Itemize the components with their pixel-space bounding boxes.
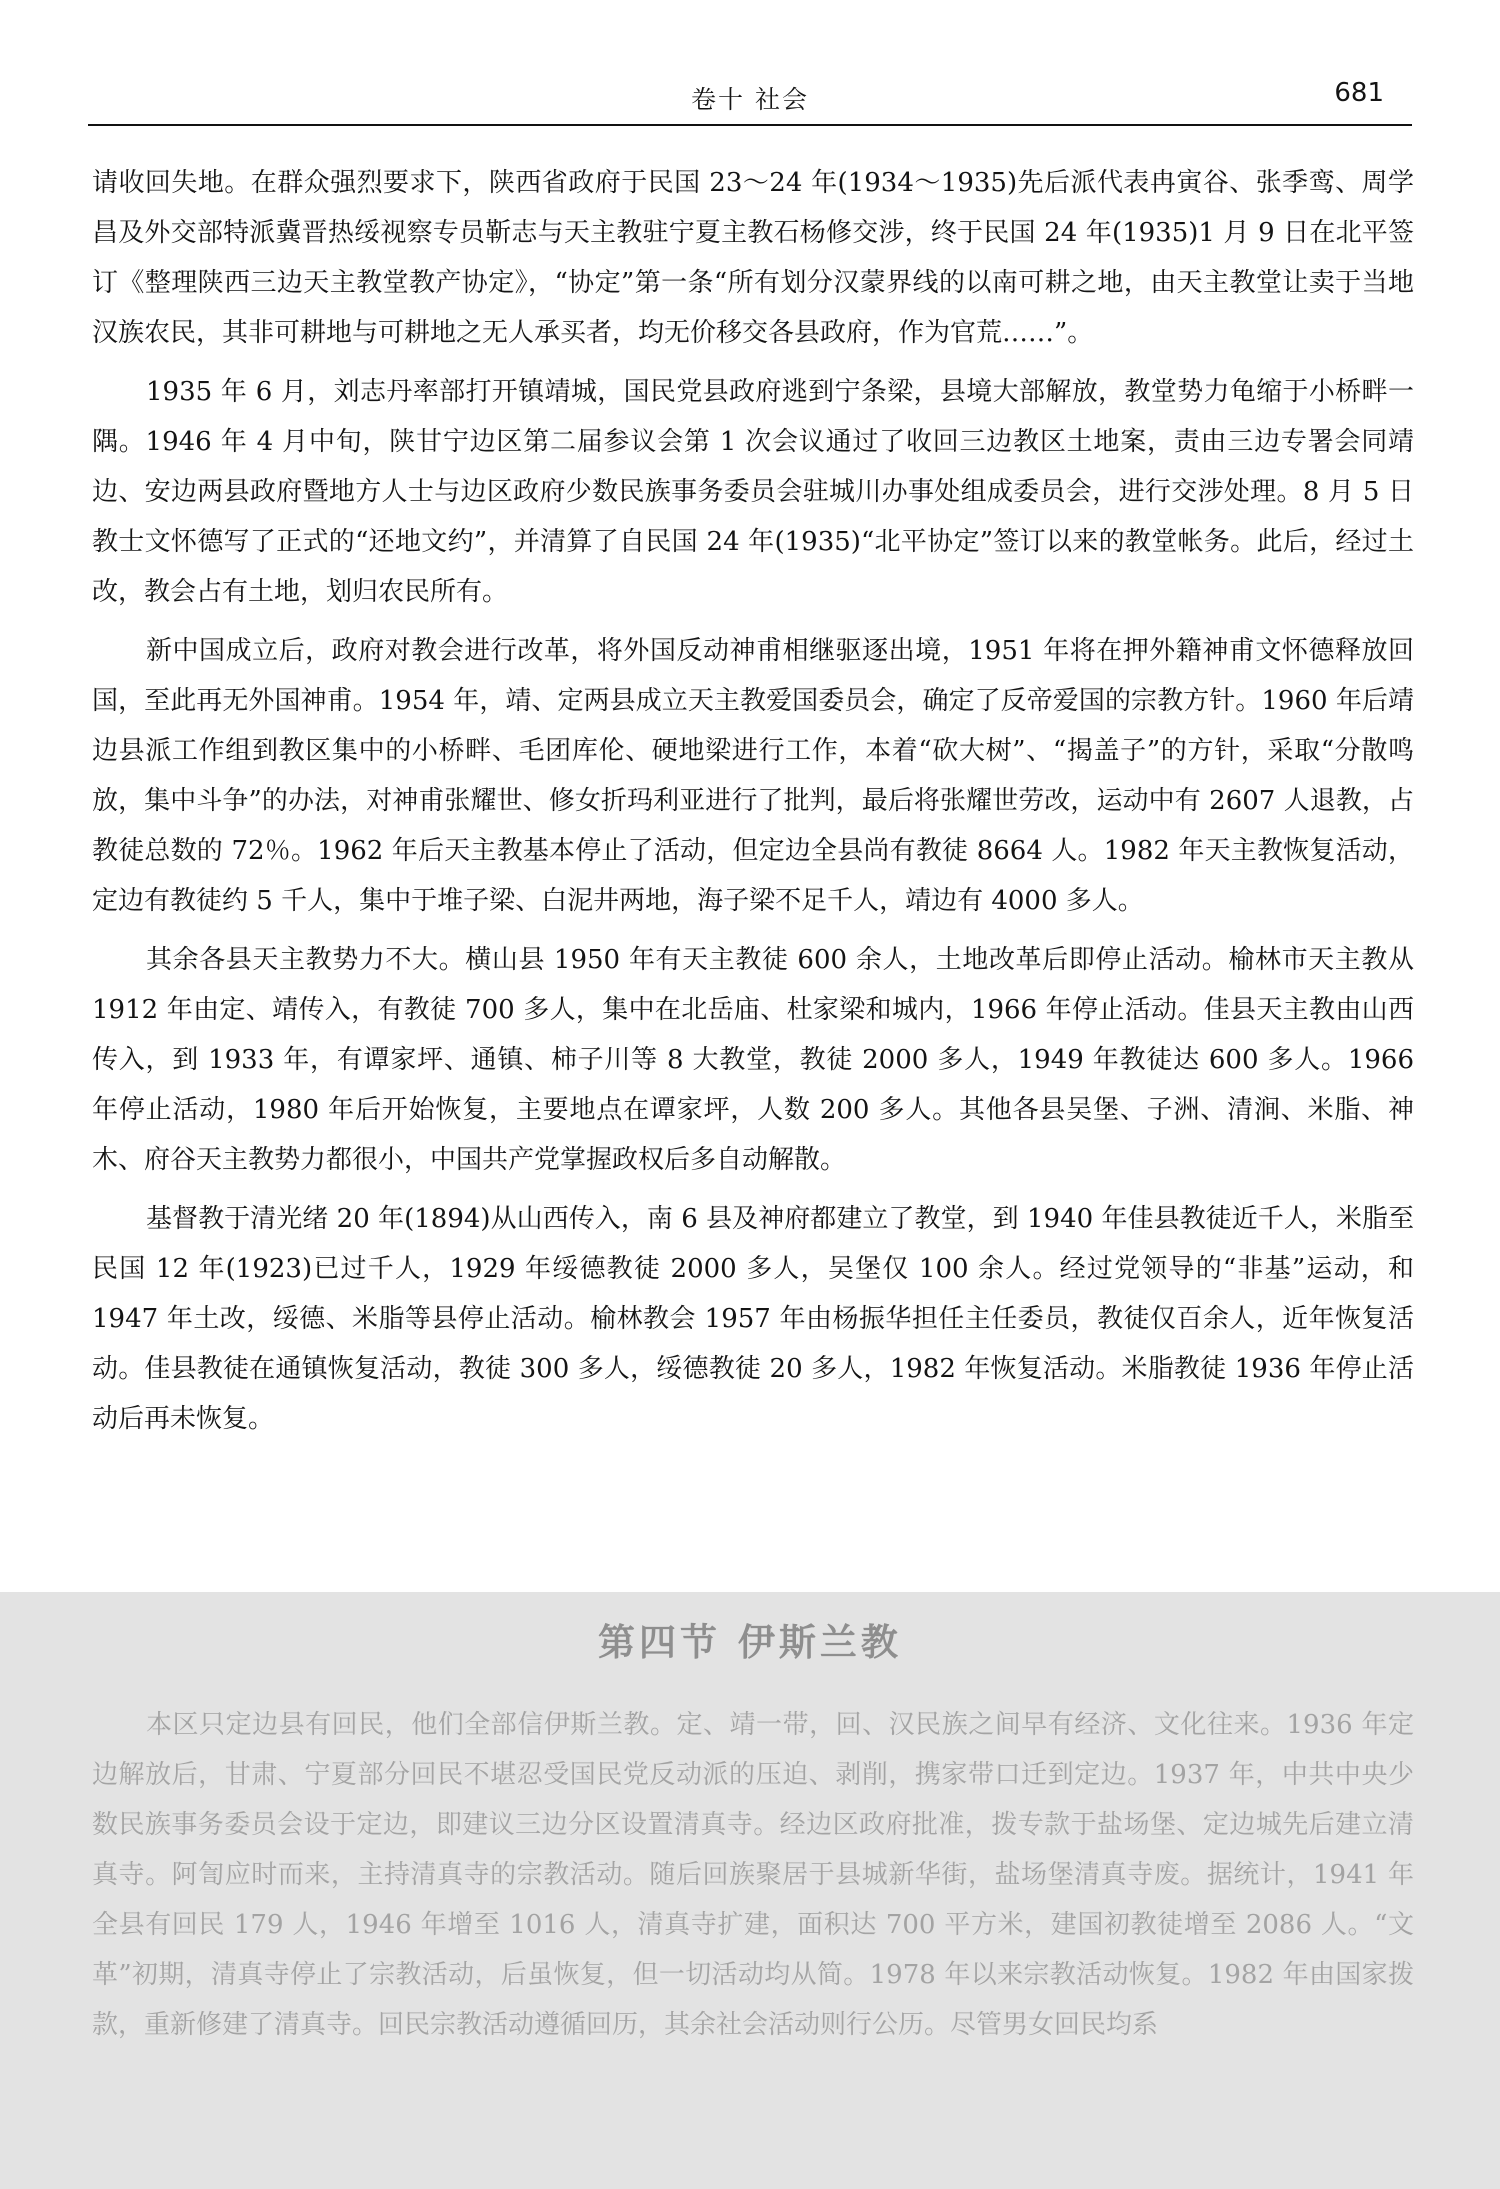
section-body: [92, 1700, 1414, 2059]
paragraph-continued: 请收回失地。在群众强烈要求下，陕西省政府于民国 23～24 年(1934～1935)先后派代表冉寅谷、张季鸾、周学昌及外交部特派冀晋热绥视察专员靳志与天主教驻宁夏主教石杨修交涉，终于民国 24 年(1935)1 月 9 日在北平签订《整理陕西三边天主教堂教产协定》，“协定”第一条“所有划分汉蒙界线的以南可耕之地，由天主教堂让卖于当地汉族农民，其非可耕地与可耕地之无人承买者，均无价移交各县政府，作为官荒……”。: [92, 168, 1414, 348]
body-text: [92, 158, 1414, 1453]
running-title: 卷十 社会: [691, 85, 809, 114]
section-islam: [0, 1592, 1500, 2189]
paragraph: 1935 年 6 月，刘志丹率部打开镇靖城，国民党县政府逃到宁条梁，县境大部解放，教堂势力龟缩于小桥畔一隅。1946 年 4 月中旬，陕甘宁边区第二届参议会第 1 次会议通过了收回三边教区土地案，责由三边专署会同靖边、安边两县政府暨地方人士与边区政府少数民族事务委员会驻城川办事处组成委员会，进行交涉处理。8 月 5 日教士文怀德写了正式的“还地文约”，并清算了自民国 24 年(1935)“北平协定”签订以来的教堂帐务。此后，经过土改，教会占有土地，划归农民所有。: [92, 377, 1414, 607]
header-rule: [88, 124, 1412, 126]
paragraph: 新中国成立后，政府对教会进行改革，将外国反动神甫相继驱逐出境，1951 年将在押外籍神甫文怀德释放回国，至此再无外国神甫。1954 年，靖、定两县成立天主教爱国委员会，确定了反帝爱国的宗教方针。1960 年后靖边县派工作组到教区集中的小桥畔、毛团库伦、硬地梁进行工作，本着“砍大树”、“揭盖子”的方针，采取“分散鸣放，集中斗争”的办法，对神甫张耀世、修女折玛利亚进行了批判，最后将张耀世劳改，运动中有 2607 人退教，占教徒总数的 72％。1962 年后天主教基本停止了活动，但定边全县尚有教徒 8664 人。1982 年天主教恢复活动，定边有教徒约 5 千人，集中于堆子梁、白泥井两地，海子梁不足千人，靖边有 4000 多人。: [92, 636, 1414, 916]
page-header: [88, 74, 1412, 122]
section-title: 第四节 伊斯兰教: [598, 1621, 902, 1664]
paragraph: 本区只定边县有回民，他们全部信伊斯兰教。定、靖一带，回、汉民族之间早有经济、文化往来。1936 年定边解放后，甘肃、宁夏部分回民不堪忍受国民党反动派的压迫、剥削，携家带口迁到定边。1937 年，中共中央少数民族事务委员会设于定边，即建议三边分区设置清真寺。经边区政府批准，拨专款于盐场堡、定边城先后建立清真寺。阿訇应时而来，主持清真寺的宗教活动。随后回族聚居于县城新华街，盐场堡清真寺废。据统计，1941 年全县有回民 179 人，1946 年增至 1016 人，清真寺扩建，面积达 700 平方米，建国初教徒增至 2086 人。“文革”初期，清真寺停止了宗教活动，后虽恢复，但一切活动均从简。1978 年以来宗教活动恢复。1982 年由国家拨款，重新修建了清真寺。回民宗教活动遵循回历，其余社会活动则行公历。尽管男女回民均系: [92, 1710, 1414, 2040]
paragraph: 基督教于清光绪 20 年(1894)从山西传入，南 6 县及神府都建立了教堂，到 1940 年佳县教徒近千人，米脂至民国 12 年(1923)已过千人，1929 年绥德教徒 2000 多人，吴堡仅 100 余人。经过党领导的“非基”运动，和 1947 年土改，绥德、米脂等县停止活动。榆林教会 1957 年由杨振华担任主任委员，教徒仅百余人，近年恢复活动。佳县教徒在通镇恢复活动，教徒 300 多人，绥德教徒 20 多人，1982 年恢复活动。米脂教徒 1936 年停止活动后再未恢复。: [92, 1204, 1414, 1434]
page-number: 681: [1334, 78, 1384, 108]
paragraph: 其余各县天主教势力不大。横山县 1950 年有天主教徒 600 余人，土地改革后即停止活动。榆林市天主教从 1912 年由定、靖传入，有教徒 700 多人，集中在北岳庙、杜家梁和城内，1966 年停止活动。佳县天主教由山西传入，到 1933 年，有谭家坪、通镇、柿子川等 8 大教堂，教徒 2000 多人，1949 年教徒达 600 多人。1966 年停止活动，1980 年后开始恢复，主要地点在谭家坪，人数 200 多人。其他各县吴堡、子洲、清涧、米脂、神木、府谷天主教势力都很小，中国共产党掌握政权后多自动解散。: [92, 945, 1414, 1175]
